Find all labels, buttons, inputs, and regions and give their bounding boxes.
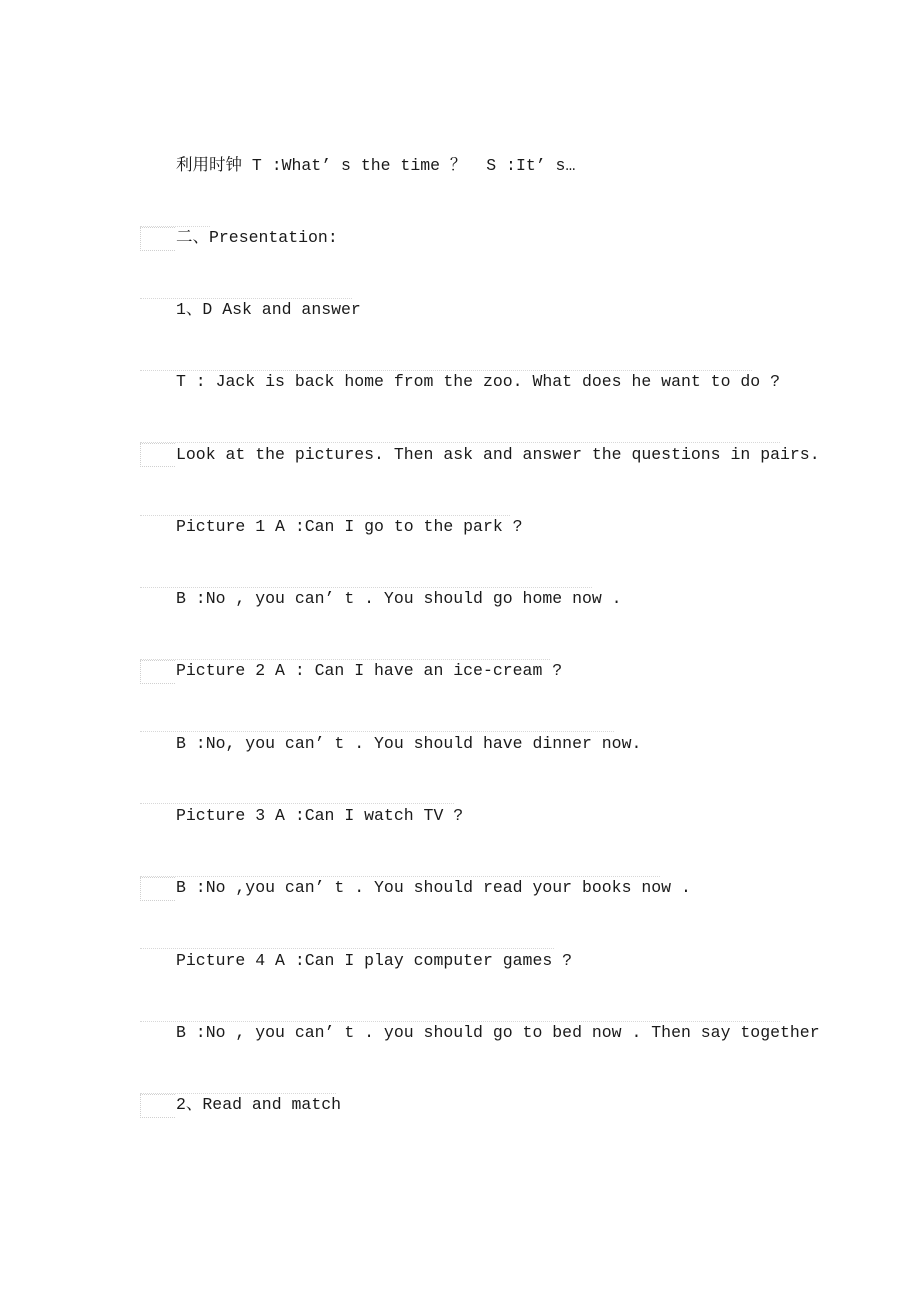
paragraph-marker: [140, 877, 175, 901]
line-guide: [140, 803, 454, 804]
line-guide: [140, 731, 614, 732]
paragraph-marker: [140, 443, 175, 467]
dialogue-question-4: Picture 4 A :Can I play computer games ?: [176, 951, 573, 970]
dialogue-question-1: Picture 1 A :Can I go to the park ?: [176, 517, 523, 536]
line-guide: [140, 442, 780, 443]
dialogue-question-3: Picture 3 A :Can I watch TV ?: [176, 806, 464, 825]
teacher-line: T : Jack is back home from the zoo. What does he want to do ?: [176, 372, 780, 391]
paragraph-marker: [140, 660, 175, 684]
dialogue-answer-2: B :No, you can’ t . You should have dinner now.: [176, 734, 642, 753]
instruction-line: Look at the pictures. Then ask and answer the questions in pairs.: [176, 445, 820, 464]
dialogue-question-2: Picture 2 A : Can I have an ice-cream ?: [176, 661, 563, 680]
dialogue-answer-3: B :No ,you can’ t . You should read your books now .: [176, 878, 691, 897]
line-guide: [140, 948, 554, 949]
section-heading: 二、Presentation:: [176, 228, 338, 247]
paragraph-marker: [140, 1094, 175, 1118]
dialogue-answer-4: B :No , you can’ t . you should go to bed now . Then say together: [176, 1023, 820, 1042]
warmup-line: 利用时钟 T :What’ s the time ？ S :It’ s…: [176, 156, 576, 175]
dialogue-answer-1: B :No , you can’ t . You should go home now .: [176, 589, 622, 608]
activity-heading: 2、Read and match: [176, 1095, 342, 1114]
activity-heading: 1、D Ask and answer: [176, 300, 361, 319]
paragraph-marker: [140, 227, 175, 251]
